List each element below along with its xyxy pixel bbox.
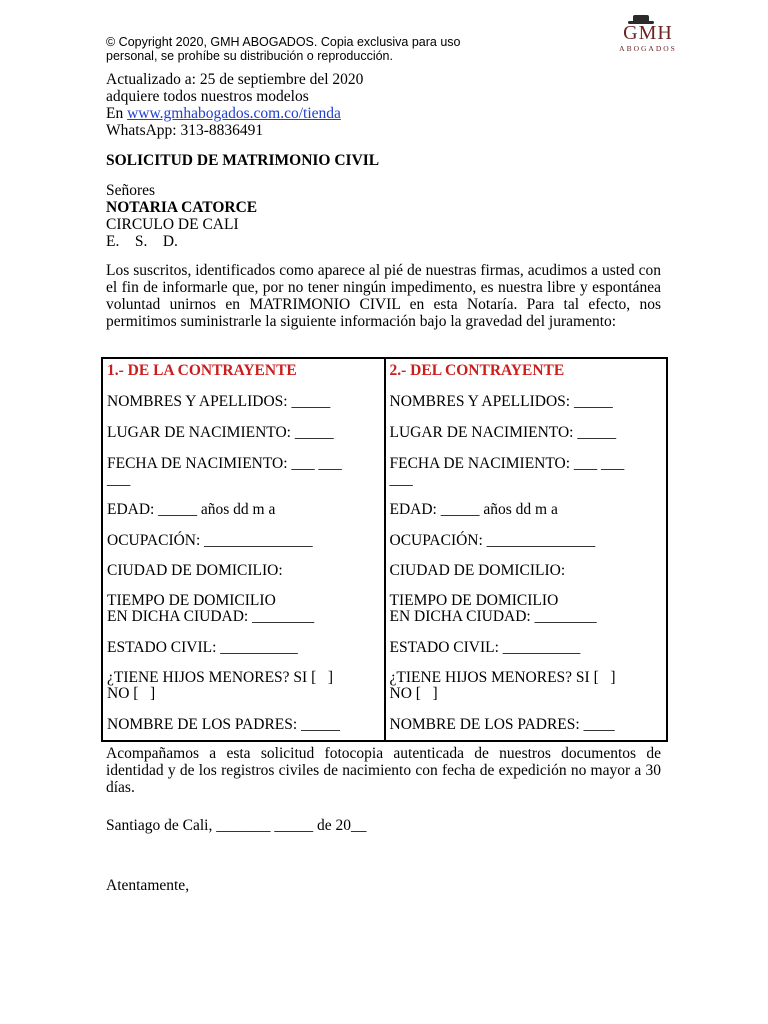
closing: Atentamente,	[106, 877, 190, 894]
contrayentes-table	[101, 357, 668, 742]
right-lugar-field[interactable]: LUGAR DE NACIMIENTO: _____	[389, 424, 617, 441]
right-ocupacion-field[interactable]: OCUPACIÓN: ______________	[389, 532, 596, 549]
right-hijos-field[interactable]: ¿TIENE HIJOS MENORES? SI [ ]	[389, 669, 616, 686]
addressee-circulo: CIRCULO DE CALI	[106, 216, 239, 233]
logo-subtext: ABOGADOS	[619, 44, 677, 53]
left-tiempo-label: TIEMPO DE DOMICILIO	[107, 592, 276, 609]
date-line[interactable]: Santiago de Cali, _______ _____ de 20__	[106, 817, 367, 834]
copyright-notice	[106, 35, 526, 63]
left-fecha-field[interactable]: FECHA DE NACIMIENTO: ___ ___	[107, 455, 342, 472]
left-nombres-field[interactable]: NOMBRES Y APELLIDOS: _____	[107, 393, 331, 410]
updated-date: Actualizado a: 25 de septiembre del 2020	[106, 71, 364, 88]
addressee-notaria: NOTARIA CATORCE	[106, 199, 258, 216]
document-title: SOLICITUD DE MATRIMONIO CIVIL	[106, 152, 380, 169]
right-padres-field[interactable]: NOMBRE DE LOS PADRES: ____	[389, 716, 615, 733]
intro-block	[106, 71, 363, 139]
acquire-text: adquiere todos nuestros modelos	[106, 88, 309, 105]
copyright-line-2: personal, se prohíbe su distribución o reproducción.	[106, 49, 393, 63]
gmh-logo	[610, 10, 686, 54]
right-nombres-field[interactable]: NOMBRES Y APELLIDOS: _____	[389, 393, 613, 410]
left-edad-field[interactable]: EDAD: _____ años dd m a	[107, 501, 276, 518]
contrayente-column-2	[385, 358, 668, 741]
right-ciudad-field[interactable]: CIUDAD DE DOMICILIO:	[389, 562, 566, 579]
left-ocupacion-field[interactable]: OCUPACIÓN: ______________	[107, 532, 313, 549]
right-fecha-field-cont[interactable]: ___	[389, 471, 413, 488]
right-tiempo-field[interactable]: EN DICHA CIUDAD: ________	[389, 608, 597, 625]
left-estado-field[interactable]: ESTADO CIVIL: __________	[107, 639, 298, 656]
addressee-block	[106, 182, 257, 250]
store-link[interactable]: www.gmhabogados.com.co/tienda	[127, 105, 341, 122]
addressee-esd: E. S. D.	[106, 233, 178, 250]
copyright-line-1: © Copyright 2020, GMH ABOGADOS. Copia exclusiva para uso	[106, 35, 461, 49]
contrayente-column	[102, 358, 385, 741]
store-prefix: En	[106, 105, 128, 122]
addressee-senores: Señores	[106, 182, 156, 199]
left-tiempo-field[interactable]: EN DICHA CIUDAD: ________	[107, 608, 315, 625]
right-edad-field[interactable]: EDAD: _____ años dd m a	[389, 501, 558, 518]
contrayente-heading: 1.- DE LA CONTRAYENTE	[107, 362, 297, 379]
right-hijos-no-field[interactable]: NO [ ]	[389, 685, 438, 702]
documents-paragraph: Acompañamos a esta solicitud fotocopia autenticada de nuestros documentos de identidad y de los registros civiles de nacimiento con fecha de expedición no mayor a 30 días.	[106, 745, 661, 796]
intro-paragraph: Los suscritos, identificados como aparece al pié de nuestras firmas, acudimos a usted con el fin de informarle que, por no tener ningún impedimento, es nuestra libre y espontánea voluntad unirnos en MATRIMONIO CIVIL en esta Notaría. Para tal efecto, nos permitimos suministrarle la siguiente información bajo la gravedad del juramento:	[106, 262, 661, 330]
left-ciudad-field[interactable]: CIUDAD DE DOMICILIO:	[107, 562, 283, 579]
whatsapp-line: WhatsApp: 313-8836491	[106, 122, 264, 139]
left-fecha-field-cont[interactable]: ___	[107, 471, 131, 488]
right-tiempo-label: TIEMPO DE DOMICILIO	[389, 592, 559, 609]
left-padres-field[interactable]: NOMBRE DE LOS PADRES: _____	[107, 716, 340, 733]
left-hijos-no-field[interactable]: NO [ ]	[107, 685, 156, 702]
right-fecha-field[interactable]: FECHA DE NACIMIENTO: ___ ___	[389, 455, 625, 472]
left-hijos-field[interactable]: ¿TIENE HIJOS MENORES? SI [ ]	[107, 669, 334, 686]
right-estado-field[interactable]: ESTADO CIVIL: __________	[389, 639, 581, 656]
left-lugar-field[interactable]: LUGAR DE NACIMIENTO: _____	[107, 424, 334, 441]
logo-text: GMH	[623, 22, 673, 44]
store-line	[106, 105, 363, 122]
contrayente-2-heading: 2.- DEL CONTRAYENTE	[389, 362, 565, 379]
